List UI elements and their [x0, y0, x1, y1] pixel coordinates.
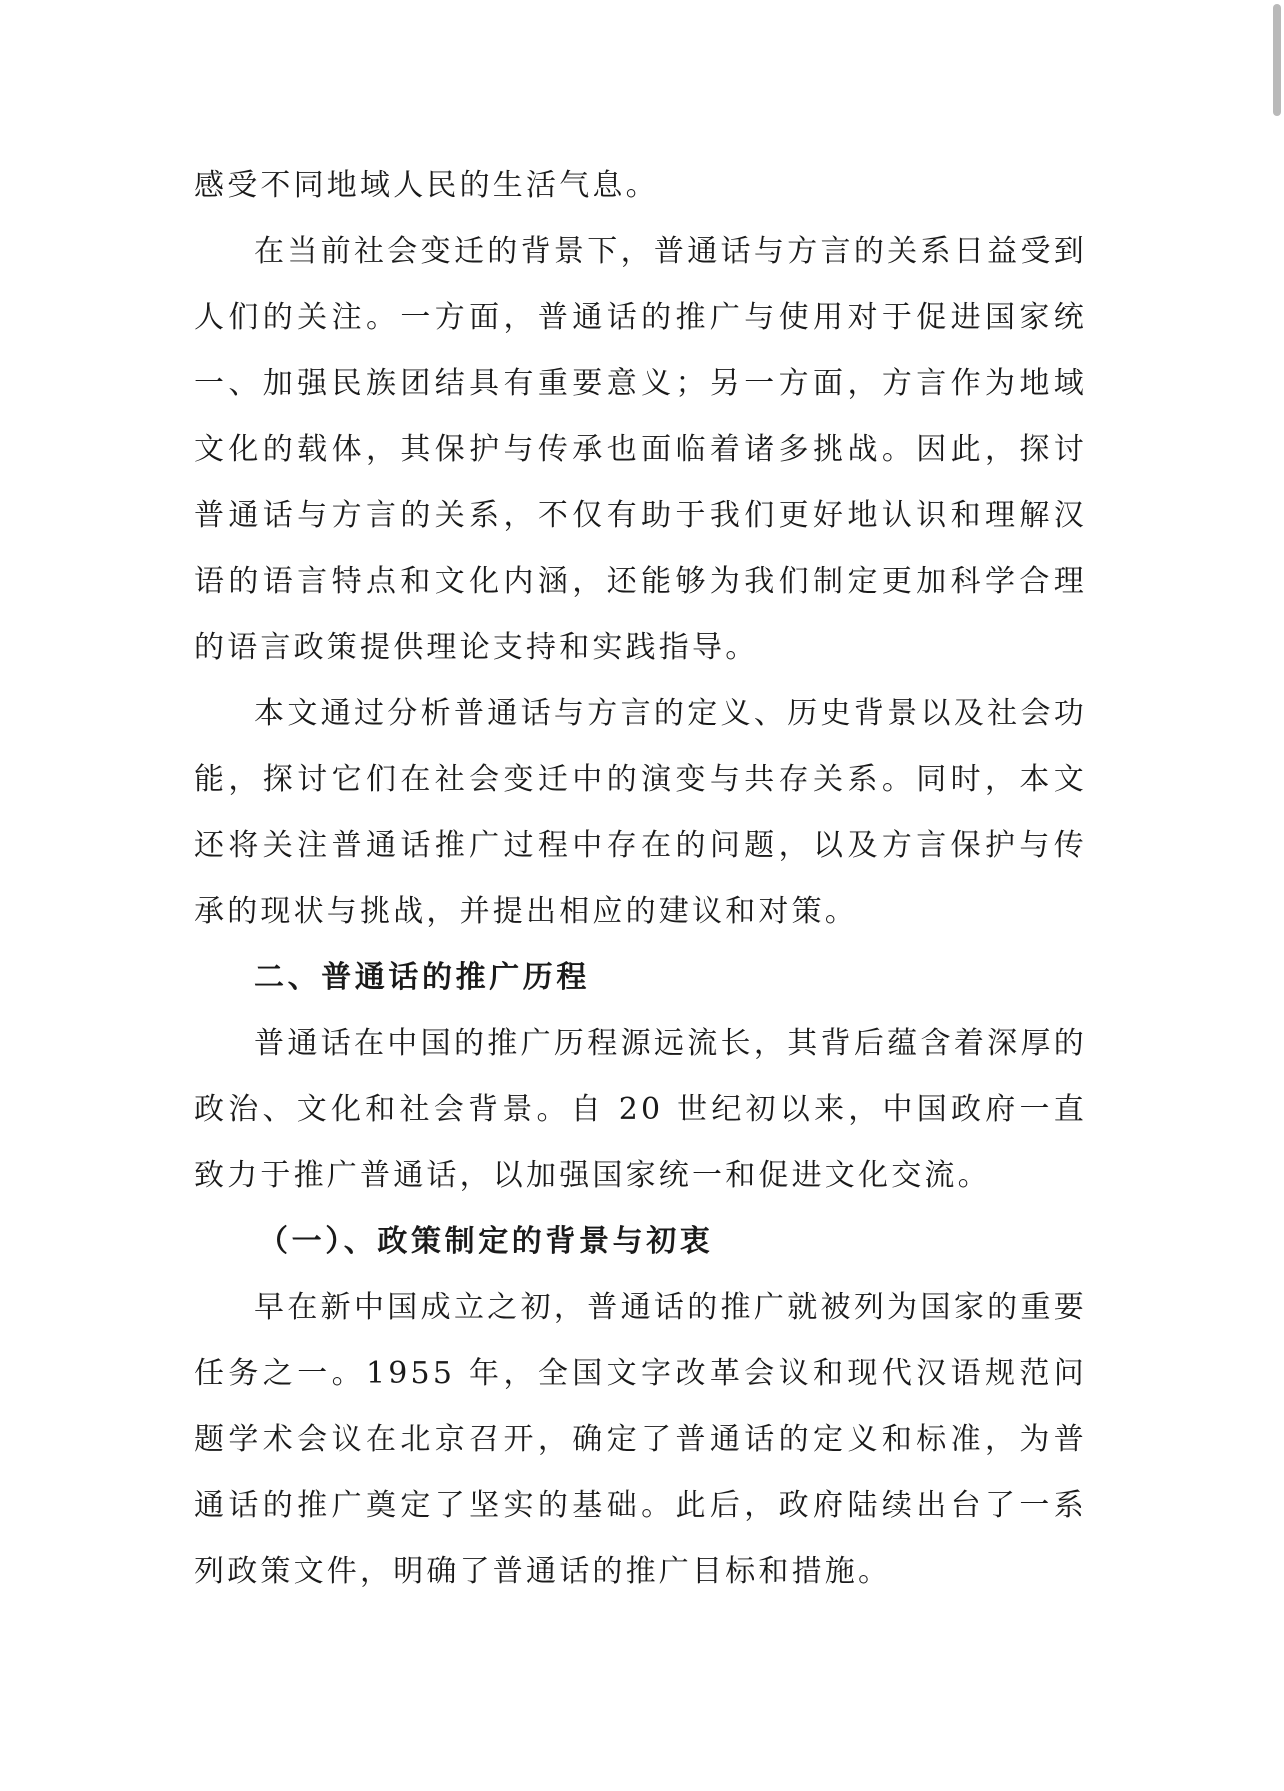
- document-body: [194, 153, 1087, 1605]
- paragraph-policy: 早在新中国成立之初，普通话的推广就被列为国家的重要任务之一。1955 年，全国文字改革会议和现代汉语规范问题学术会议在北京召开，确定了普通话的定义和标准，为普通话的推广奠定了坚实的基础。此后，政府陆续出台了一系列政策文件，明确了普通话的推广目标和措施。: [194, 1290, 1087, 1589]
- scrollbar-thumb[interactable]: [1273, 4, 1281, 116]
- section-heading: 二、普通话的推广历程: [254, 960, 590, 995]
- paragraph-background: 在当前社会变迁的背景下，普通话与方言的关系日益受到人们的关注。一方面，普通话的推广与使用对于促进国家统一、加强民族团结具有重要意义；另一方面，方言作为地域文化的载体，其保护与传承也面临着诸多挑战。因此，探讨普通话与方言的关系，不仅有助于我们更好地认识和理解汉语的语言特点和文化内涵，还能够为我们制定更加科学合理的语言政策提供理论支持和实践指导。: [194, 234, 1087, 665]
- paragraph-overview: 本文通过分析普通话与方言的定义、历史背景以及社会功能，探讨它们在社会变迁中的演变与共存关系。同时，本文还将关注普通话推广过程中存在的问题，以及方言保护与传承的现状与挑战，并提出相应的建议和对策。: [194, 696, 1087, 929]
- paragraph-section-intro: 普通话在中国的推广历程源远流长，其背后蕴含着深厚的政治、文化和社会背景。自 20 世纪初以来，中国政府一直致力于推广普通话，以加强国家统一和促进文化交流。: [194, 1026, 1087, 1193]
- vertical-scrollbar[interactable]: [1270, 0, 1284, 1791]
- paragraph-continuation: 感受不同地域人民的生活气息。: [194, 168, 659, 203]
- subsection-heading: （一）、政策制定的背景与初衷: [258, 1224, 714, 1259]
